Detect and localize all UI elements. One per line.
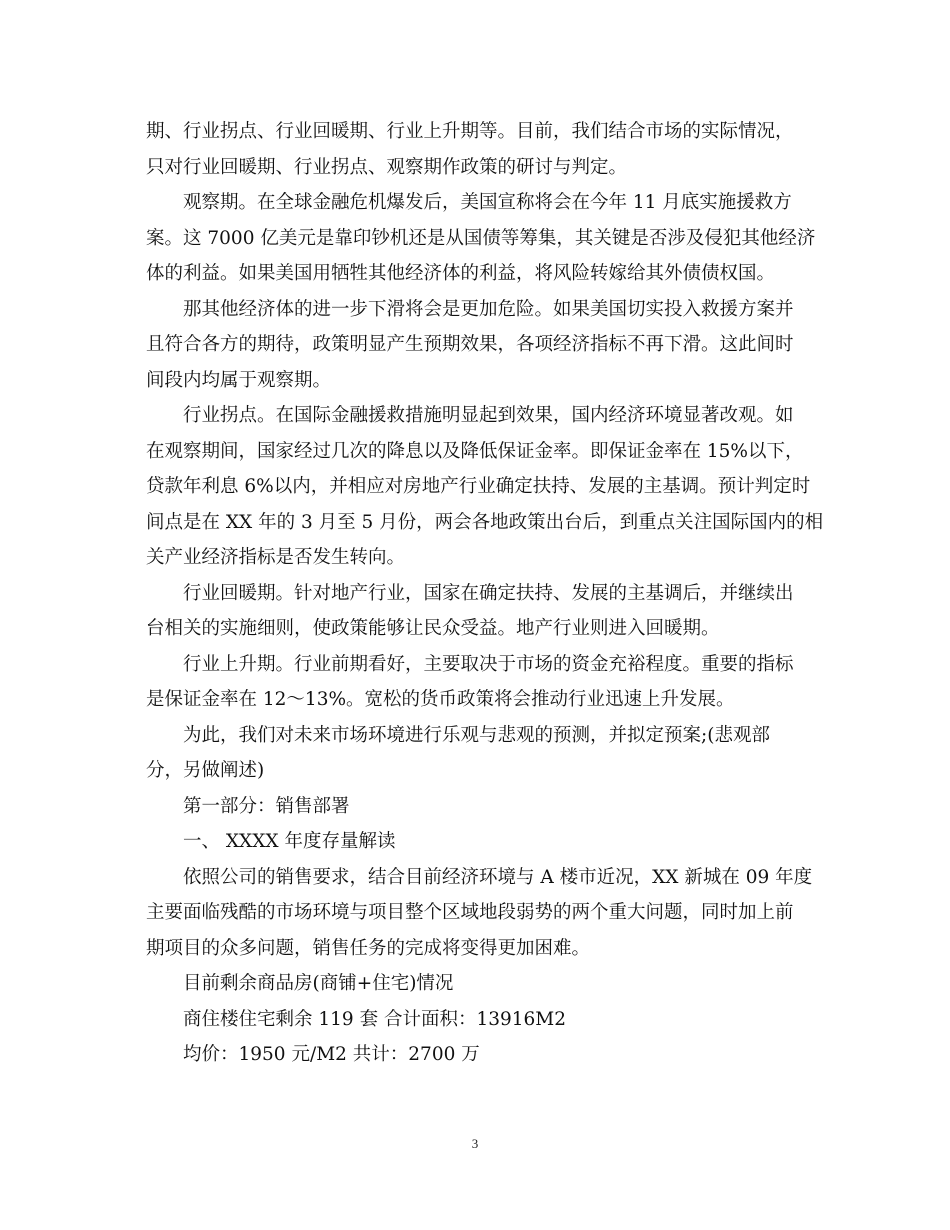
text-line: 是保证金率在 12～13%。宽松的货币政策将会推动行业迅速上升发展。 [146,689,735,710]
text-line: 台相关的实施细则，使政策能够让民众受益。地产行业则进入回暖期。 [146,618,720,639]
paragraph-observation-period: 观察期。在全球金融危机爆发后，美国宣称将会在今年 11 月底实施援救方 [183,192,792,213]
text-line: 只对行业回暖期、行业拐点、观察期作政策的研讨与判定。 [146,156,628,178]
text-line: 期项目的众多问题，销售任务的完成将变得更加困难。 [146,937,591,959]
text-line: 在观察期间，国家经过几次的降息以及降低保证金率。即保证金率在 15%以下， [146,440,804,462]
paragraph-other-economies: 那其他经济体的进一步下滑将会是更加危险。如果美国切实投入救援方案并 [183,298,794,320]
text-line: 间点是在 XX 年的 3 月至 5 月份，两会各地政策出台后，到重点关注国际国内的相 [146,511,824,533]
text-line: 分，另做阐述) [146,760,265,781]
paragraph-industry-recovery: 行业回暖期。针对地产行业，国家在确定扶持、发展的主基调后，并继续出 [183,582,794,604]
paragraph-industry-turning-point: 行业拐点。在国际金融援救措施明显起到效果，国内经济环境显著改观。如 [183,405,794,426]
document-body [146,114,824,1073]
paragraph-industry-rise: 行业上升期。行业前期看好，主要取决于市场的资金充裕程度。重要的指标 [183,653,794,675]
text-line: 体的利益。如果美国用牺牲其他经济体的利益，将风险转嫁给其外债债权国。 [146,263,776,284]
remaining-units-line: 商住楼住宅剩余 119 套 合计面积：13916M2 [183,1008,567,1030]
text-line: 且符合各方的期待，政策明显产生预期效果，各项经济指标不再下滑。这此间时 [146,334,794,355]
text-line: 关产业经济指标是否发生转向。 [146,547,406,568]
text-line: 贷款年利息 6%以内，并相应对房地产行业确定扶持、发展的主基调。预计判定时 [146,476,811,497]
text-line: 期、行业拐点、行业回暖期、行业上升期等。目前，我们结合市场的实际情况， [146,121,794,142]
text-line: 案。这 7000 亿美元是靠印钞机还是从国债等筹集，其关键是否涉及侵犯其他经济 [146,227,816,249]
average-price-line: 均价：1950 元/M2 共计：2700 万 [183,1044,480,1065]
paragraph-forecast: 为此，我们对未来市场环境进行乐观与悲观的预测，并拟定预案;(悲观部 [183,724,770,746]
remaining-housing-heading: 目前剩余商品房(商铺+住宅)情况 [183,973,454,994]
text-line: 主要面临残酷的市场环境与项目整个区域地段弱势的两个重大问题，同时加上前 [146,902,794,923]
page-number: 3 [471,1136,479,1151]
section-heading-sales-deployment: 第一部分：销售部署 [183,795,350,817]
paragraph-sales-requirements: 依照公司的销售要求，结合目前经济环境与 A 楼市近况，XX 新城在 09 年度 [183,866,813,888]
subsection-heading-inventory: 一、 XXXX 年度存量解读 [183,831,396,852]
text-line: 间段内均属于观察期。 [146,369,332,391]
